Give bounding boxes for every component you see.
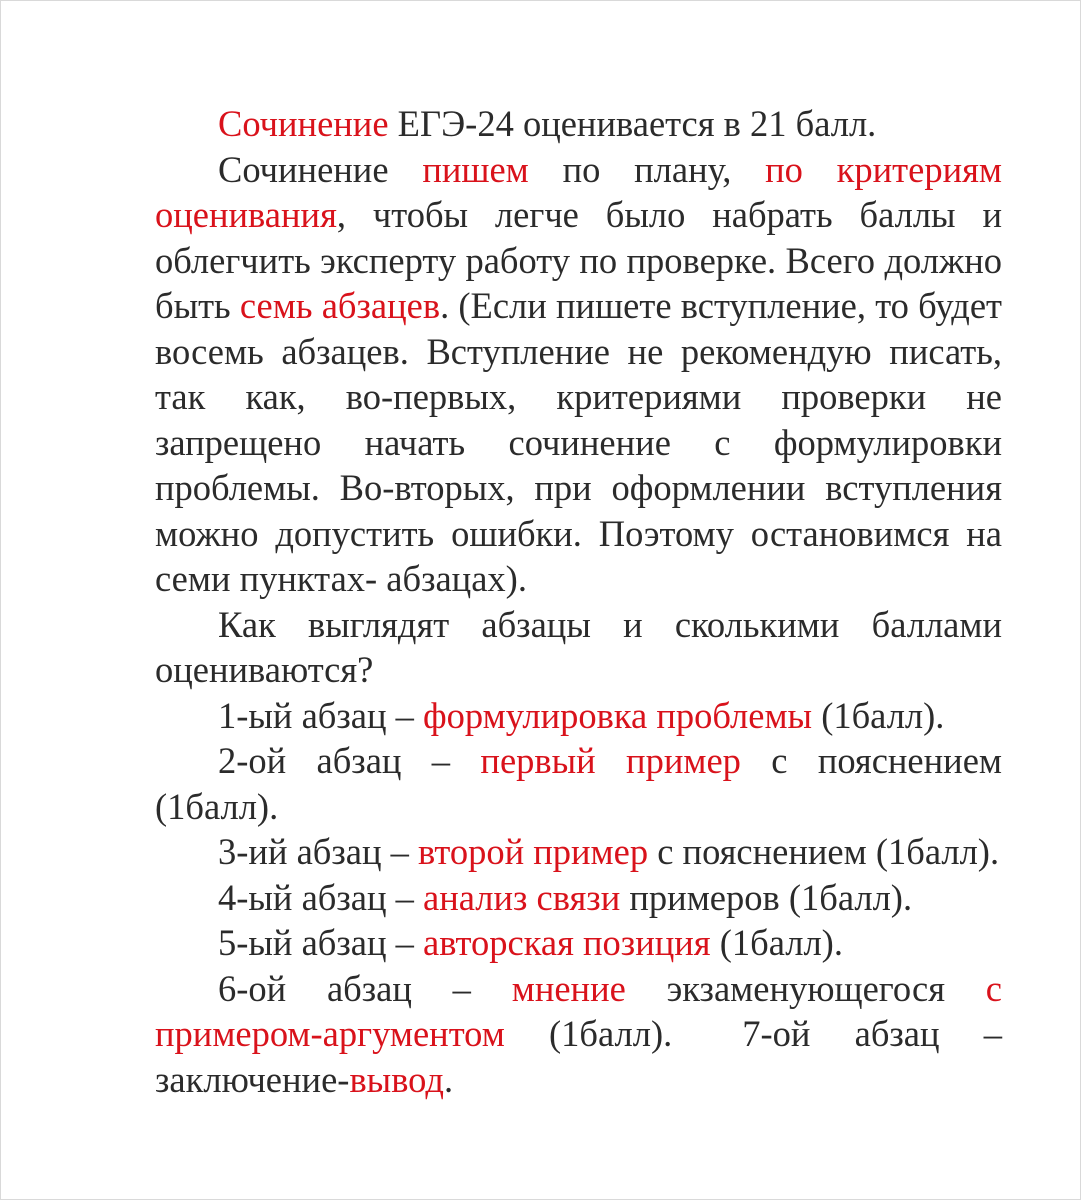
highlight-text: первый пример [480, 740, 741, 781]
paragraph-item-3 [155, 829, 1002, 875]
highlight-text: Сочинение [218, 103, 389, 144]
body-text: 4-ый абзац – [218, 876, 424, 918]
body-text: 1-ый абзац – [218, 694, 424, 736]
body-text: (1балл). [812, 694, 945, 736]
highlight-text: авторская позиция [423, 922, 711, 963]
body-text: Сочинение [218, 148, 423, 190]
body-text: (1балл). [504, 1013, 673, 1054]
body-text: (1балл). [710, 922, 843, 963]
body-text: , чтобы легче было набрать баллы и облегчить эксперту работу по проверке. Всего должно быть [155, 194, 1002, 326]
highlight-text: второй пример [418, 831, 649, 872]
paragraph-intro-score [155, 101, 1002, 147]
highlight-text: семь абзацев [239, 285, 441, 326]
body-text: по плану, [528, 148, 766, 190]
body-text: Как выглядят абзацы и сколькими баллами оцениваются? [155, 603, 1002, 690]
paragraph-item-4 [155, 875, 1002, 921]
paragraph-question [155, 602, 1002, 693]
highlight-text: мнение [511, 967, 626, 1009]
highlight-text: формулировка проблемы [423, 694, 813, 736]
highlight-text: вывод [349, 1058, 444, 1100]
body-text: 2-ой абзац – [218, 740, 481, 781]
body-text: . (Если пишете вступление, то будет восемь абзацев. Вступление не рекомендую писать, так как, во-первых, критериями проверки не запрещено начать сочинение с формулировки проблемы. Во-вторых, при оформлении вступления можно допустить ошибки. Поэтому остановимся на семи пунктах- абзацах). [155, 285, 1002, 599]
body-text: с пояснением (1балл). [155, 740, 1002, 827]
body-text: . [443, 1058, 454, 1100]
body-text: 3-ий абзац – [218, 831, 419, 872]
paragraph-item-6-7 [155, 966, 1002, 1103]
paragraph-item-1 [155, 693, 1002, 739]
highlight-text: с примером-аргументом [155, 967, 1002, 1054]
body-text: экзаменующегося [625, 967, 986, 1009]
highlight-text: по критериям оценивания [155, 148, 1002, 235]
highlight-text: пишем [422, 148, 529, 190]
paragraph-item-5 [155, 920, 1002, 966]
body-text: с пояснением (1балл). [648, 831, 1000, 872]
document-body [155, 101, 1002, 1102]
body-text: примеров (1балл). [620, 876, 913, 918]
paragraph-item-2 [155, 738, 1002, 829]
body-text: 6-ой абзац – [218, 967, 512, 1009]
body-text: 5-ый абзац – [218, 922, 424, 963]
body-text: 7-ой абзац – заключение- [155, 1013, 1002, 1100]
paragraph-plan [155, 147, 1002, 602]
body-text: ЕГЭ-24 оценивается в 21 балл. [388, 103, 877, 144]
highlight-text: анализ связи [423, 876, 621, 918]
